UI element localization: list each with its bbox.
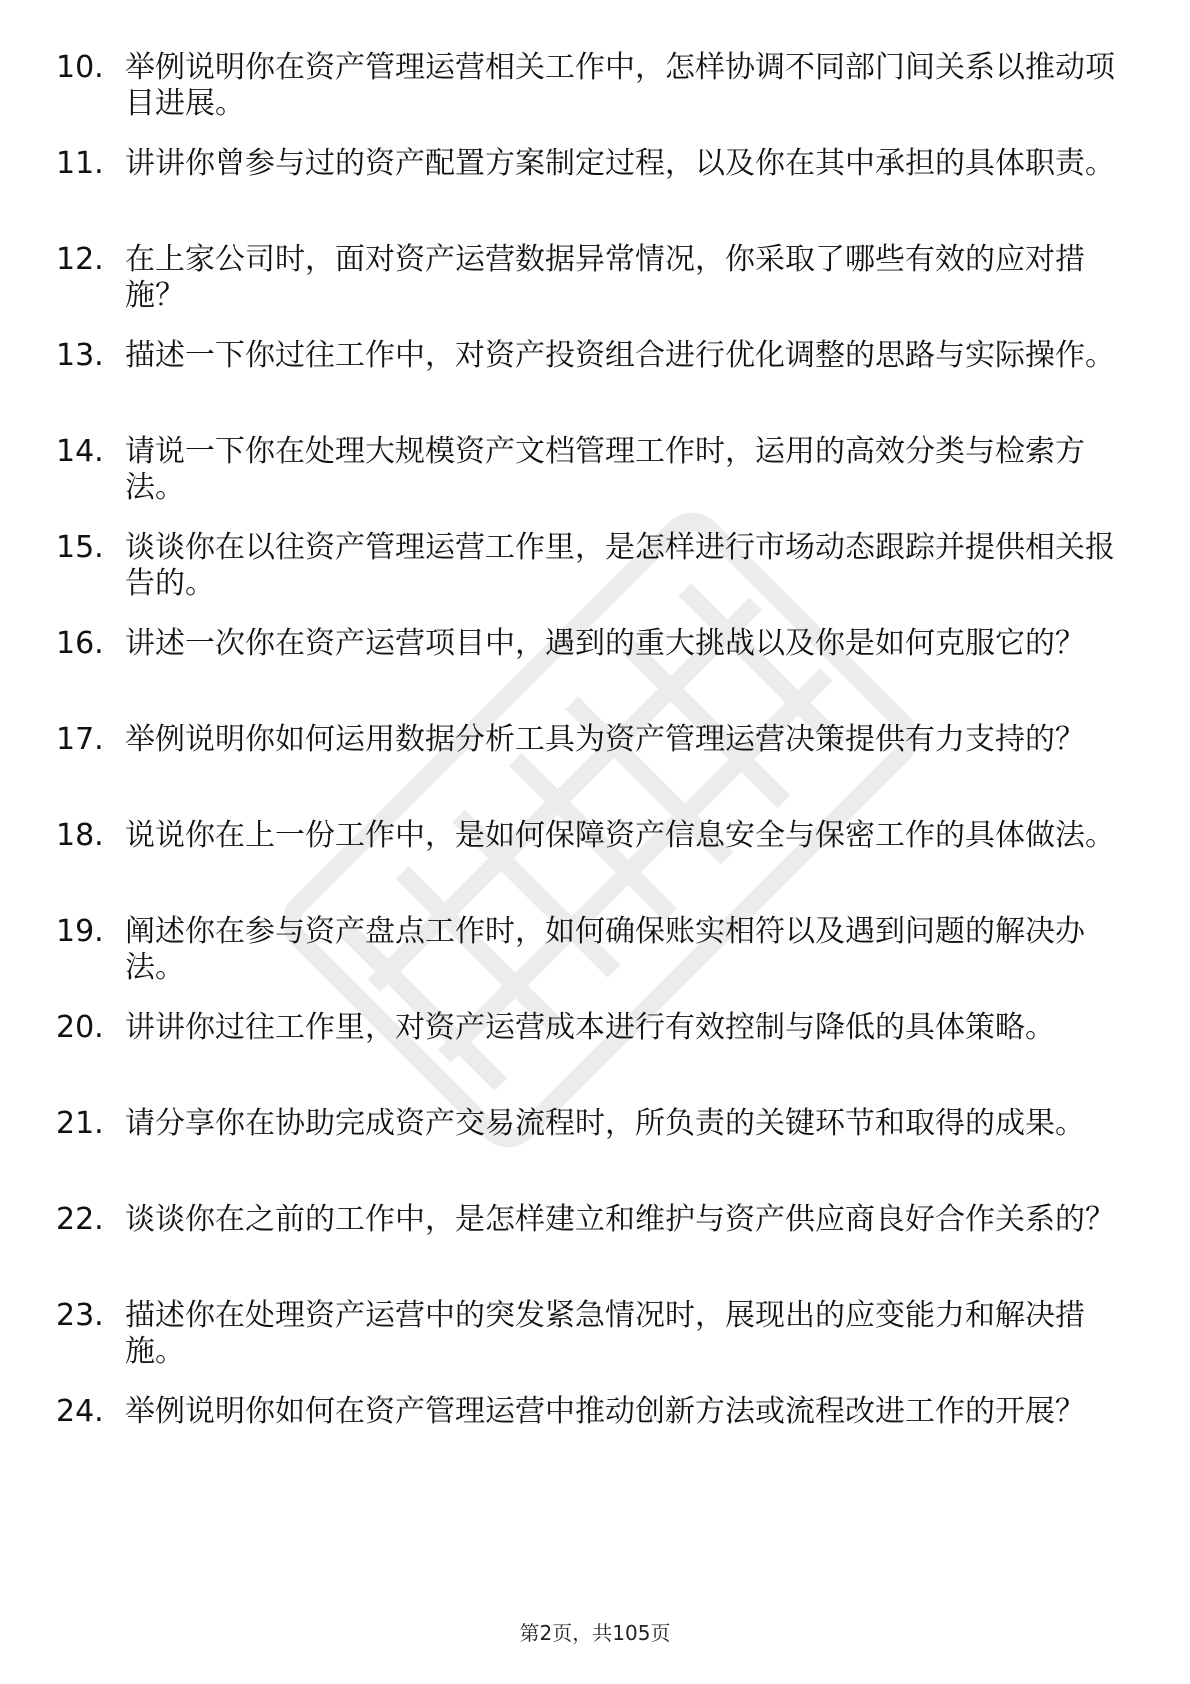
question-number: 18. (56, 818, 104, 853)
question-number: 22. (56, 1202, 104, 1237)
question-text: 阐述你在参与资产盘点工作时，如何确保账实相符以及遇到问题的解决办法。 (125, 914, 1085, 985)
question-text: 描述一下你过往工作中，对资产投资组合进行优化调整的思路与实际操作。 (125, 338, 1115, 373)
question-number: 20. (56, 1010, 104, 1045)
question-text: 讲述一次你在资产运营项目中，遇到的重大挑战以及你是如何克服它的？ (125, 626, 1085, 661)
question-text: 举例说明你如何运用数据分析工具为资产管理运营决策提供有力支持的？ (125, 722, 1085, 757)
question-text: 讲讲你曾参与过的资产配置方案制定过程，以及你在其中承担的具体职责。 (125, 146, 1115, 181)
page-footer: 第2页，共105页 (519, 1621, 671, 1645)
question-text: 举例说明你在资产管理运营相关工作中，怎样协调不同部门间关系以推动项目进展。 (125, 50, 1115, 121)
question-number: 13. (56, 338, 104, 373)
question-text: 说说你在上一份工作中，是如何保障资产信息安全与保密工作的具体做法。 (125, 818, 1115, 853)
question-number: 24. (56, 1394, 104, 1429)
question-number: 11. (56, 146, 104, 181)
question-number: 10. (56, 50, 104, 85)
question-number: 17. (56, 722, 104, 757)
question-text: 谈谈你在以往资产管理运营工作里，是怎样进行市场动态跟踪并提供相关报告的。 (125, 530, 1115, 601)
question-number: 21. (56, 1106, 104, 1141)
question-text: 谈谈你在之前的工作中，是怎样建立和维护与资产供应商良好合作关系的？ (125, 1202, 1115, 1237)
question-number: 19. (56, 914, 104, 949)
question-text: 描述你在处理资产运营中的突发紧急情况时，展现出的应变能力和解决措施。 (125, 1298, 1085, 1369)
question-number: 16. (56, 626, 104, 661)
question-text: 请分享你在协助完成资产交易流程时，所负责的关键环节和取得的成果。 (125, 1106, 1085, 1141)
question-text: 在上家公司时，面对资产运营数据异常情况，你采取了哪些有效的应对措施？ (125, 242, 1085, 313)
question-text: 讲讲你过往工作里，对资产运营成本进行有效控制与降低的具体策略。 (125, 1010, 1055, 1045)
question-number: 14. (56, 434, 104, 469)
question-number: 15. (56, 530, 104, 565)
question-text: 举例说明你如何在资产管理运营中推动创新方法或流程改进工作的开展？ (125, 1394, 1085, 1429)
question-number: 12. (56, 242, 104, 277)
question-number: 23. (56, 1298, 104, 1333)
question-text: 请说一下你在处理大规模资产文档管理工作时，运用的高效分类与检索方法。 (125, 434, 1085, 505)
